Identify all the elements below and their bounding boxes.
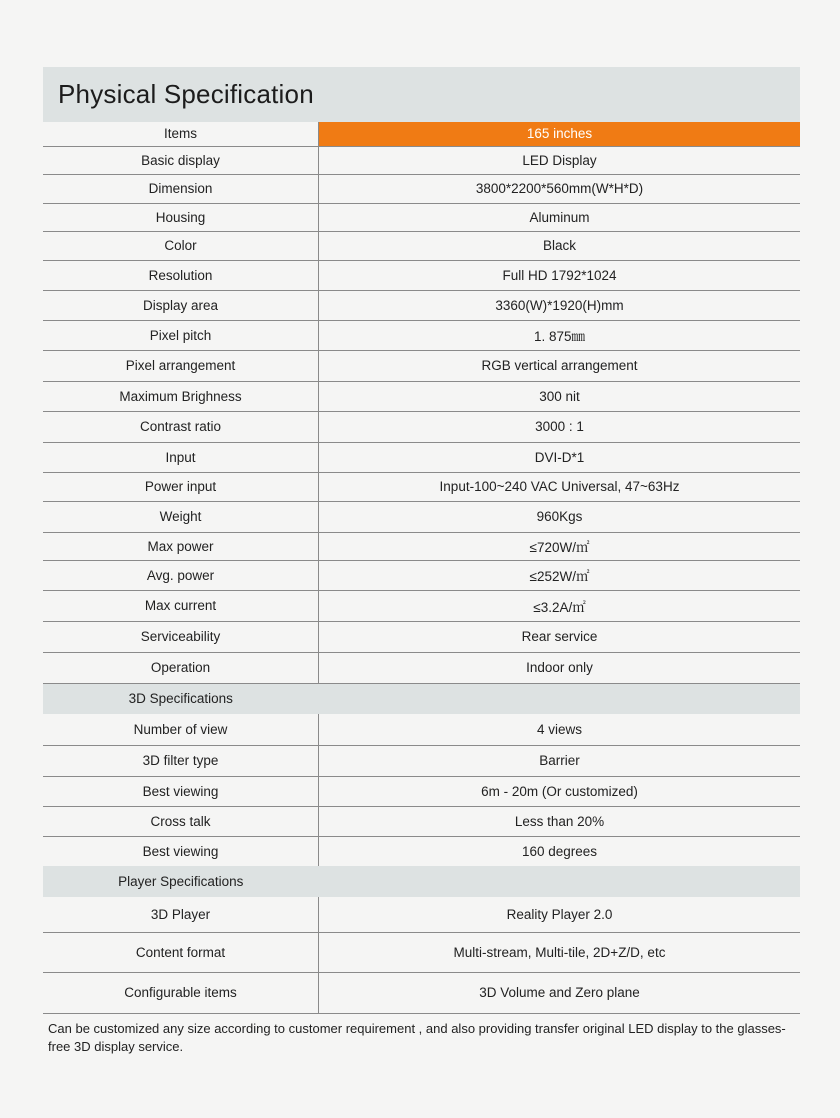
row-label: Max current	[43, 590, 319, 621]
spec-sheet	[43, 67, 800, 1056]
row-value: 3D Volume and Zero plane	[319, 972, 801, 1013]
row-value: RGB vertical arrangement	[319, 350, 801, 381]
row-value: 4 views	[319, 714, 801, 745]
row-value: Rear service	[319, 621, 801, 652]
table-row	[43, 836, 800, 866]
table-row	[43, 260, 800, 290]
row-label: Input	[43, 442, 319, 472]
row-label: Max power	[43, 532, 319, 560]
row-label: Basic display	[43, 146, 319, 174]
row-value: 300 nit	[319, 381, 801, 411]
row-value: Input-100~240 VAC Universal, 47~63Hz	[319, 472, 801, 501]
section-title: Player Specifications	[43, 866, 319, 897]
row-value: LED Display	[319, 146, 801, 174]
table-row	[43, 897, 800, 932]
row-label: 3D filter type	[43, 745, 319, 776]
row-value: 6m - 20m (Or customized)	[319, 776, 801, 806]
row-value: 160 degrees	[521, 843, 598, 859]
table-row	[43, 714, 800, 745]
page-title: Physical Specification	[58, 79, 314, 109]
row-label: Color	[43, 231, 319, 260]
table-row	[43, 411, 800, 442]
table-row	[43, 972, 800, 1013]
row-label: Pixel pitch	[43, 320, 319, 350]
row-value: Full HD 1792*1024	[319, 260, 801, 290]
header-size-cell: 165 inches	[319, 122, 801, 146]
row-label: Best viewing	[43, 776, 319, 806]
row-label: Dimension	[43, 174, 319, 203]
footnote: Can be customized any size according to customer requirement , and also providing transfer original LED display to the glasses-free 3D display service.	[48, 1020, 786, 1054]
row-value: 3360(W)*1920(H)mm	[319, 290, 801, 320]
spec-table	[43, 122, 800, 1014]
row-label: Pixel arrangement	[43, 350, 319, 381]
table-row	[43, 290, 800, 320]
row-value: Multi-stream, Multi-tile, 2D+Z/D, etc	[319, 932, 801, 972]
table-row	[43, 442, 800, 472]
row-label: Contrast ratio	[43, 411, 319, 442]
table-row	[43, 776, 800, 806]
table-row	[43, 621, 800, 652]
table-row	[43, 472, 800, 501]
row-value: 3800*2200*560mm(W*H*D)	[319, 174, 801, 203]
section-title: 3D Specifications	[43, 683, 319, 714]
row-label: Cross talk	[43, 806, 319, 836]
row-label: Serviceability	[43, 621, 319, 652]
table-row	[43, 932, 800, 972]
row-value: ≤252W/㎡	[319, 560, 801, 590]
row-label: Number of view	[43, 714, 319, 745]
row-value: Black	[319, 231, 801, 260]
table-row	[43, 320, 800, 350]
row-value: Reality Player 2.0	[319, 897, 801, 932]
table-row	[43, 146, 800, 174]
row-label: Weight	[43, 501, 319, 532]
table-row	[43, 560, 800, 590]
row-value: 1. 875㎜	[319, 320, 801, 350]
table-row	[43, 501, 800, 532]
header-items-cell: Items	[43, 122, 319, 146]
title-bar	[43, 67, 800, 122]
table-header-row	[43, 122, 800, 146]
row-label: Avg. power	[43, 560, 319, 590]
table-row	[43, 532, 800, 560]
section-player-header	[43, 866, 800, 897]
row-label: Maximum Brighness	[43, 381, 319, 411]
row-label: Display area	[43, 290, 319, 320]
section-3d-header	[43, 683, 800, 714]
row-label: Housing	[43, 203, 319, 231]
row-value: Indoor only	[319, 652, 801, 683]
row-value: ≤3.2A/㎡	[319, 590, 801, 621]
row-label: Best viewing	[43, 836, 319, 866]
row-value: DVI-D*1	[319, 442, 801, 472]
table-row	[43, 590, 800, 621]
row-label: Configurable items	[43, 972, 319, 1013]
row-value: 960Kgs	[319, 501, 801, 532]
row-label: Content format	[43, 932, 319, 972]
table-row	[43, 231, 800, 260]
row-value: 3000 : 1	[319, 411, 801, 442]
row-value: ≤720W/㎡	[319, 532, 801, 560]
row-label: Operation	[43, 652, 319, 683]
table-row	[43, 381, 800, 411]
row-value: Barrier	[319, 745, 801, 776]
row-label: 3D Player	[43, 897, 319, 932]
table-row	[43, 652, 800, 683]
table-row	[43, 350, 800, 381]
row-value: Aluminum	[319, 203, 801, 231]
table-row	[43, 174, 800, 203]
row-value: Less than 20%	[319, 806, 801, 836]
row-label: Power input	[43, 472, 319, 501]
table-row	[43, 806, 800, 836]
table-row	[43, 203, 800, 231]
row-label: Resolution	[43, 260, 319, 290]
table-row	[43, 745, 800, 776]
